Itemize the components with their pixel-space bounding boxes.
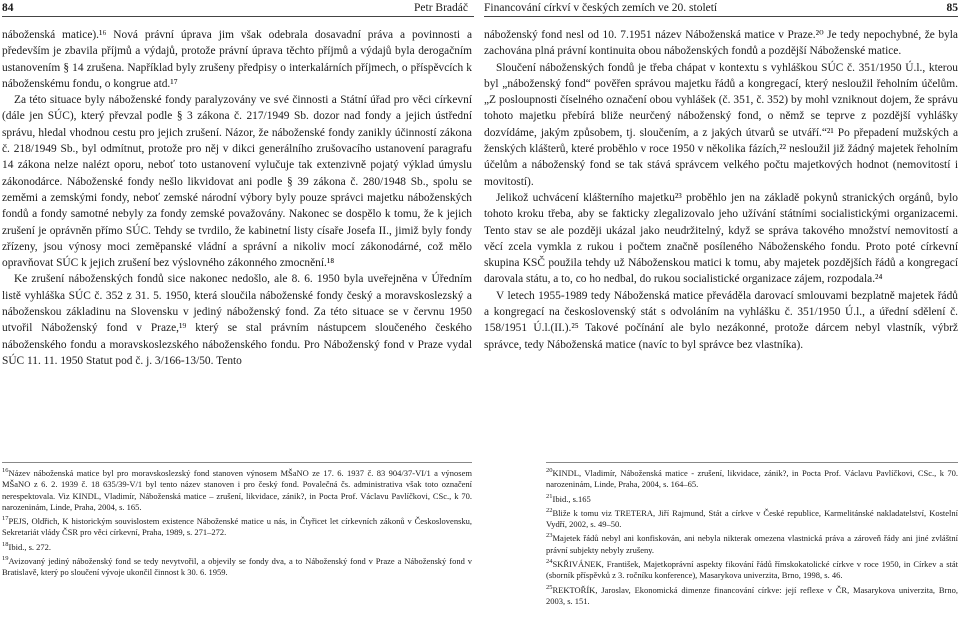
footnote: $^{23}$Majetek řádů nebyl ani konfiskován, ani nebyla nikterak omezena vlastnická práva a zároveň řády ani jiné zvláštní právní subjekty nebyly zrušeny.: [546, 532, 958, 555]
footnote: $^{18}$Ibid., s. 272.: [2, 540, 51, 552]
footnote: $^{25}$REKTOŘÍK, Jaroslav, Ekonomická dimenze financování církve: její reflexe v ČR, Masarykova univerzita, Brno, 2003, s. 151.: [546, 583, 958, 606]
page-header-right: [484, 0, 958, 17]
paragraph: náboženský fond nesl od 10. 7.1951 název Náboženská matice v Praze.²⁰ Je tedy nepochybné, že byla zachována plná právní kontinuita obou náboženských fondů a pozdější Náboženské matice.: [484, 29, 958, 58]
paragraph: Sloučení náboženských fondů je třeba chápat v kontextu s vyhláškou SÚC č. 351/1950 Ú.l., kterou byl „náboženský fond“ pověřen správou majetku řádů a kongregací, který nesloužil řeholním účelům. „Z posloupnosti číselného označení obou vyhlášek (č. 351, č. 352) by mohl vzniknout dojem, že správu tohoto majetku přebírá bliže neurčený náboženský fond, o němž se teprve z pozdější vyhlášky dozvídáme, jakým způsobem, tj. sloučením, a z jakých útvarů se utváří.“²¹ Po přepadení mužských a ženských klášterů, které proběhlo v roce 1950 v několika fázích,²² nesloužil již žádný majetek řeholním účelům a náboženský fond se tak stává správcem velkého počtu majetkových hodnot (nemovitostí i movitostí).: [484, 61, 958, 188]
footnote: $^{16}$Název náboženská matice byl pro moravskoslezský fond stanoven výnosem MŠaNO ze 17. 6. 1937 č. 83 904/37-VI/1 a výnosem MŠaNO z 6. 2. 1939 č. 18 635/39-V/1 byl tento název stanoven i pro český fond. Povalečná čs. administrativa však toto označení nerespektovala. Viz KINDL, Vladimír, Náboženská matice – zrušení, likvidace, zánik?, in Pocta Prof. Václavu Pavlíčkovi, CSc., k 70. narozeninám, Linde, Praha, 2004, s. 165.: [2, 467, 472, 512]
running-title: Financování církví v českých zemích ve 20. století: [484, 2, 718, 14]
paragraph: náboženská matice).¹⁶ Nová právní úprava jim však odebrala dosavadní práva a povinnosti a především je zbavila příjmů a výdajů, protože právní úprava těchto příjmů a výdajů byla derogačním ustanovením § 14 zrušena. Například byly zrušeny předpisy o interkalárních příjmech, o příspěvcích k náboženskému fondu, o kongrue atd.¹⁷: [2, 29, 472, 90]
right-column: [484, 27, 958, 353]
left-column: [2, 27, 472, 369]
footnote: $^{19}$Avizovaný jediný náboženský fond se tedy nevytvořil, a objevily se fondy dva, a to Náboženský fond v Praze a Náboženský fond v Bratislavě, který po sloučení vývoje ukončil činnost k 30. 6. 1959.: [2, 555, 472, 578]
page-number: 85: [946, 2, 958, 14]
footnote: $^{20}$KINDL, Vladimír, Náboženská matice - zrušení, likvidace, zánik?, in Pocta Prof. Václavu Pavlíčkovi, CSc., k 70. narozeninám, Linde, Praha, 2004, s. 164–65.: [546, 467, 958, 490]
paragraph: V letech 1955-1989 tedy Náboženská matice převáděla darovací smlouvami bezplatně majetek řádů a kongregací na československý stát s odvoláním na vyhlášku č. 351/1950 Ú.l., a úřední sdělení č. 158/1951 Ú.l.(II.).²⁵ Takové počínání ale bylo nezákonné, protože dárcem nebyl vlastník, výbrž správce, tedy Náboženská matice (navíc to byl správce bez vlastníka).: [484, 289, 958, 351]
footnotes-left: [2, 462, 472, 582]
page-number: 84: [2, 2, 14, 14]
page-header-left: [2, 0, 474, 17]
footnote: $^{17}$PEJS, Oldřich, K historickým souvislostem existence Náboženské matice u nás, in Čtyřicet let církevních zákonů v Československu, Sekretariát vlády ČSR pro věci církevní, Praha, 1989, s. 271–272.: [2, 515, 472, 538]
paragraph: Za této situace byly náboženské fondy paralyzovány ve své činnosti a Státní úřad pro věci církevní (dále jen SÚC), který převzal podle § 3 zákona č. 217/1949 Sb. dozor nad fondy a jejich ústřední správu, hledal vhodnou cestu pro jejich zrušení. Názor, že náboženské fondy zanikly účinností zákona č. 218/1949 Sb., byl odmítnut, protože pro něj v dikci generálního zrušovacího ustanovení paragrafu 14 zákona nelze nalézt oporu, neboť toto ustanovení vylučuje tak extenzivně pojatý výklad úmyslu zákonodárce. Náboženské fondy nešlo likvidovat ani podle § 39 zákona č. 280/1948 Sb., spolu se zeměmi a zemskými fondy, neboť zemské národní výbory byly pouze správci majetku náboženských fondů a fondy samotné nebyly za fondy zemské považovány. Nakonec se dospělo k tomu, že k jejich zrušení je oprávněn přímo SÚC. Tehdy se tvrdilo, že kabinetní listy císaře Josefa II., jimiž byly fondy zřízeny, jsou výnosy moci zeměpanské vládní a správní a nikoliv mocí zákonodárné, což mělo opravňovat SÚC k jejich zrušení bez výslovného zákonného zmocnění.¹⁸: [2, 94, 472, 270]
footnote: $^{24}$SKŘIVÁNEK, František, Majetkoprávní aspekty fikování řádů římskokatolické církve v roce 1950, in Církev a stát (sborník příspěvků z 3. ročníku konference), Masarykova univerzita, Brno, 1998, s. 46.: [546, 558, 958, 581]
footnote: $^{21}$Ibid., s.165: [546, 492, 591, 504]
footnotes-right: [546, 462, 958, 610]
paragraph: Ke zrušení náboženských fondů sice nakonec nedošlo, ale 8. 6. 1950 byla uveřejněna v Úředním listě vyhláška SÚC č. 352 z 31. 5. 1950, která sloučila náboženské fondy český a moravskoslezský a náboženskou základinu na Slovensku v jediný náboženský fond. Za této situace se v červnu 1950 utvořil Náboženský fond v Praze,¹⁹ který se stal právním nástupcem sloučeného českého náboženského fondu a moravskoslezského náboženského fondu. Pro Náboženský fond v Praze vydal SÚC 11. 11. 1950 Statut pod č. j. 3/166-13/50. Tento: [2, 273, 472, 367]
paragraph: Jelikož uchvácení klášterního majetku²³ proběhlo jen na základě pokynů stranických orgánů, bylo tohoto kroku třeba, aby se fakticky zlegalizovalo jeho užívání státními socialistickými organizacemi. Tento stav se ale později ukázal jako neudržitelný, když se správa takového množství nemovitostí a věcí zcela vymkla z rukou i počtem značně posíleného Náboženského fondu. Proto poté církevní skupina KSČ použila tehdy už Náboženskou matici k tomu, aby majetek pozdějších řádů a kongregací darovala státu, a to, co ho nedbal, do rukou socialistické organizace zájem, rozpodala.²⁴: [484, 191, 958, 286]
running-title: Petr Bradáč: [414, 2, 468, 14]
footnote: $^{22}$Bliže k tomu viz TRETERA, Jiří Rajmund, Stát a církve v České republice, Karmelitánské nakladatelství, Kostelní Vydří, 2002, s. 49–50.: [546, 507, 958, 530]
